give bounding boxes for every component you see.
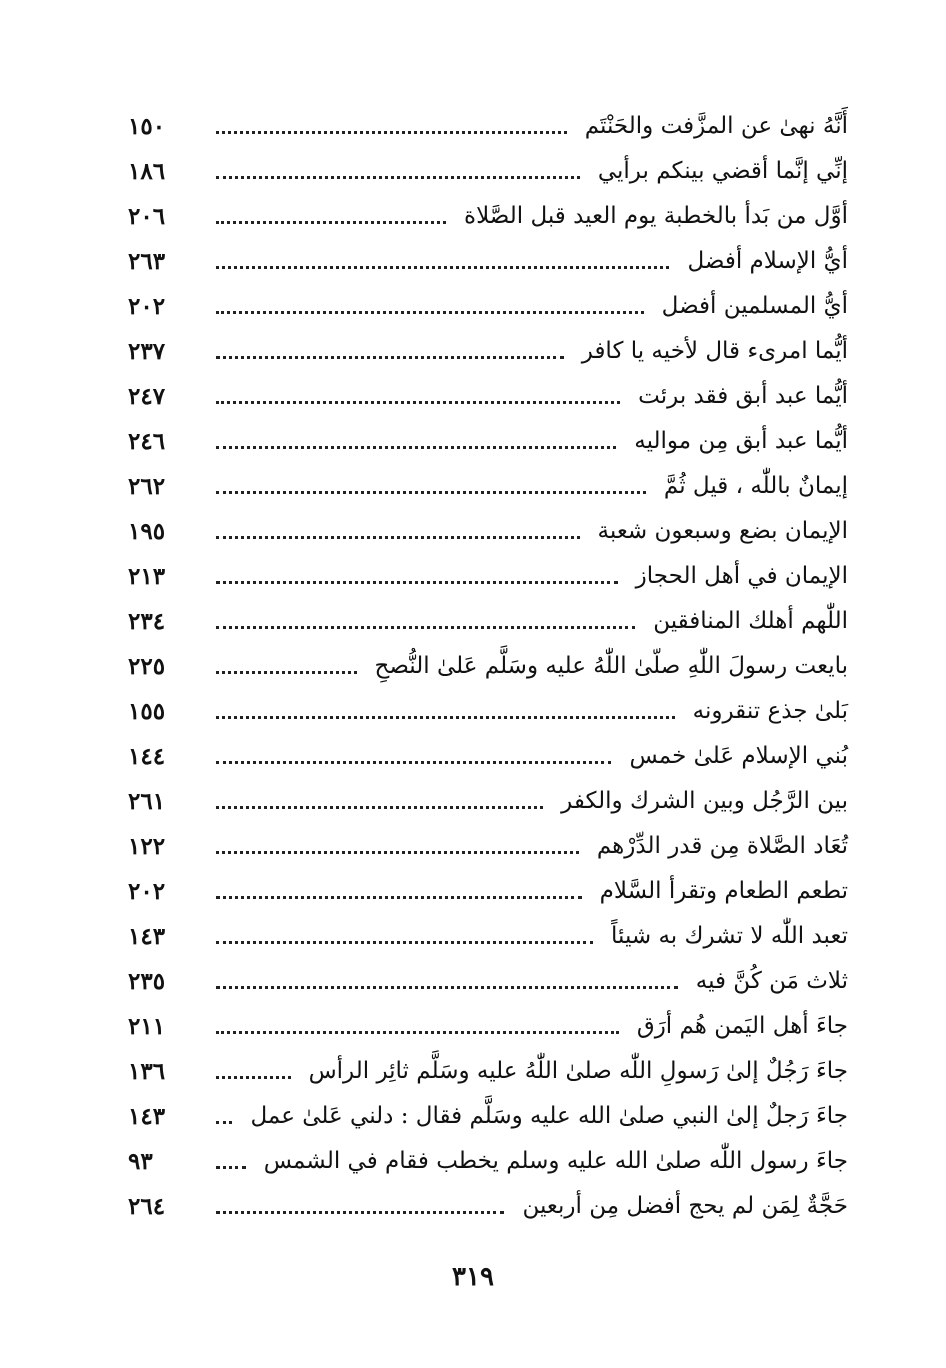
entry-text: جاءَ أهل اليَمن هُم أرَق	[636, 1012, 848, 1039]
entry-page-number: ٩٣	[128, 1148, 153, 1175]
entry-text: الإيمان في أهل الحجاز	[635, 562, 848, 589]
dot-leader	[216, 1166, 246, 1169]
dot-leader	[216, 986, 678, 989]
dot-leader	[216, 311, 644, 314]
entry-page-number: ١٤٤	[128, 743, 166, 770]
entry-page-number: ٢٠٢	[128, 878, 166, 905]
entry-text: تُعَاد الصَّلاة مِن قدر الدِّرْهم	[596, 832, 848, 859]
dot-leader	[216, 536, 580, 539]
index-entry	[128, 194, 848, 239]
entry-text: جاءَ رَجُلٌ إلىٰ رَسولِ اللّٰه صلىٰ اللّٰهُ عليه وسَلَّم ثائِر الرأس	[308, 1057, 848, 1084]
index-entry	[128, 149, 848, 194]
index-entry	[128, 779, 848, 824]
entry-text: اللّٰهم أهلك المنافقين	[653, 607, 848, 634]
entry-page-number: ٢١٣	[128, 563, 166, 590]
entry-text: أيُّما عبد أبق فقد برئت	[638, 382, 848, 409]
entry-text: تعبد اللّٰه لا تشرك به شيئاً	[611, 922, 848, 949]
dot-leader	[216, 491, 646, 494]
dot-leader	[216, 221, 446, 224]
dot-leader	[216, 401, 620, 404]
index-entry	[128, 1094, 848, 1139]
entry-page-number: ١٤٣	[128, 1103, 166, 1130]
entry-text: حَجَّةٌ لِمَن لم يحج أفضل مِن أربعين	[522, 1192, 848, 1219]
index-entry	[128, 959, 848, 1004]
entry-page-number: ٢٦١	[128, 788, 166, 815]
index-entry	[128, 869, 848, 914]
index-entry	[128, 824, 848, 869]
entry-text: تطعم الطعام وتقرأ السَّلام	[599, 877, 848, 904]
entry-text: أوَّل من بَدأ بالخطبة يوم العيد قبل الصَّلاة	[464, 202, 848, 229]
entry-page-number: ٢٢٥	[128, 653, 166, 680]
dot-leader	[216, 851, 579, 854]
entry-page-number: ٢٣٥	[128, 968, 166, 995]
index-entry	[128, 374, 848, 419]
entry-page-number: ٢٦٤	[128, 1193, 166, 1220]
entry-page-number: ٢٠٦	[128, 203, 166, 230]
dot-leader	[216, 176, 580, 179]
index-entry	[128, 284, 848, 329]
index-entry	[128, 239, 848, 284]
entry-text: إنِّي إنَّما أقضي بينكم برأيي	[597, 157, 848, 184]
dot-leader	[216, 131, 567, 134]
dot-leader	[216, 626, 635, 629]
entry-text: بين الرَّجُل وبين الشرك والكفر	[561, 787, 848, 814]
dot-leader	[216, 761, 611, 764]
dot-leader	[216, 941, 593, 944]
entry-page-number: ٢٤٦	[128, 428, 166, 455]
entry-text: إيمانٌ باللّٰه ، قيل ثُمَّ	[663, 472, 848, 499]
entry-page-number: ٢٤٧	[128, 383, 166, 410]
entry-text: الإيمان بضع وسبعون شعبة	[597, 517, 848, 544]
entry-text: أيُّما امرىء قال لأخيه يا كافر	[581, 337, 848, 364]
entry-page-number: ٢٣٧	[128, 338, 166, 365]
index-entry	[128, 644, 848, 689]
entry-page-number: ١٩٥	[128, 518, 166, 545]
entry-page-number: ١٢٢	[128, 833, 166, 860]
dot-leader	[216, 1031, 619, 1034]
entry-text: جاءَ رسول اللّٰه صلىٰ الله عليه وسلم يخطب فقام في الشمس	[263, 1147, 848, 1174]
entry-page-number: ١٨٦	[128, 158, 166, 185]
entry-text: أيُّما عبد أبق مِن مواليه	[634, 427, 848, 454]
index-entry	[128, 104, 848, 149]
page-number: ٣١٩	[452, 1262, 494, 1292]
index-entry	[128, 689, 848, 734]
dot-leader	[216, 896, 582, 899]
dot-leader	[216, 446, 616, 449]
index-entry	[128, 1049, 848, 1094]
dot-leader	[216, 266, 669, 269]
entry-text: ثلاث مَن كُنَّ فيه	[695, 967, 848, 994]
dot-leader	[216, 356, 564, 359]
index-entry	[128, 1139, 848, 1184]
entry-page-number: ٢٣٤	[128, 608, 166, 635]
index-entry	[128, 914, 848, 959]
index-entry	[128, 464, 848, 509]
index-entry	[128, 509, 848, 554]
dot-leader	[216, 581, 618, 584]
entry-page-number: ٢٦٢	[128, 473, 166, 500]
entry-text: بُني الإسلام عَلىٰ خمس	[629, 742, 848, 769]
entry-text: أيُّ المسلمين أفضل	[661, 292, 848, 319]
entry-page-number: ٢٠٢	[128, 293, 166, 320]
entry-page-number: ٢٦٣	[128, 248, 166, 275]
index-entry	[128, 1004, 848, 1049]
index-entry	[128, 599, 848, 644]
index-entry	[128, 734, 848, 779]
entry-page-number: ١٣٦	[128, 1058, 166, 1085]
dot-leader	[216, 1211, 504, 1214]
entry-page-number: ١٥٠	[128, 113, 166, 140]
dot-leader	[216, 806, 543, 809]
entry-text: أيُّ الإسلام أفضل	[687, 247, 848, 274]
entry-page-number: ٢١١	[128, 1013, 166, 1040]
entry-text: أَنَّهُ نهىٰ عن المزَّفت والحَنْتَم	[584, 112, 848, 139]
entry-text: جاءَ رَجلٌ إلىٰ النبي صلىٰ الله عليه وسَلَّم فقال : دلني عَلىٰ عمل	[250, 1102, 848, 1129]
index-entry	[128, 329, 848, 374]
entry-text: بَلىٰ جذع تنقرونه	[692, 697, 848, 724]
dot-leader	[216, 1121, 232, 1124]
entry-page-number: ١٥٥	[128, 698, 166, 725]
hadith-index-list	[128, 104, 848, 1229]
dot-leader	[216, 1076, 291, 1079]
dot-leader	[216, 671, 357, 674]
entry-text: بايعت رسولَ اللّٰهِ صلّىٰ اللّٰهُ عليه وسَلَّم عَلىٰ النُّصحِ	[374, 652, 848, 679]
dot-leader	[216, 716, 675, 719]
index-entry	[128, 554, 848, 599]
entry-page-number: ١٤٣	[128, 923, 166, 950]
index-entry	[128, 1184, 848, 1229]
index-entry	[128, 419, 848, 464]
